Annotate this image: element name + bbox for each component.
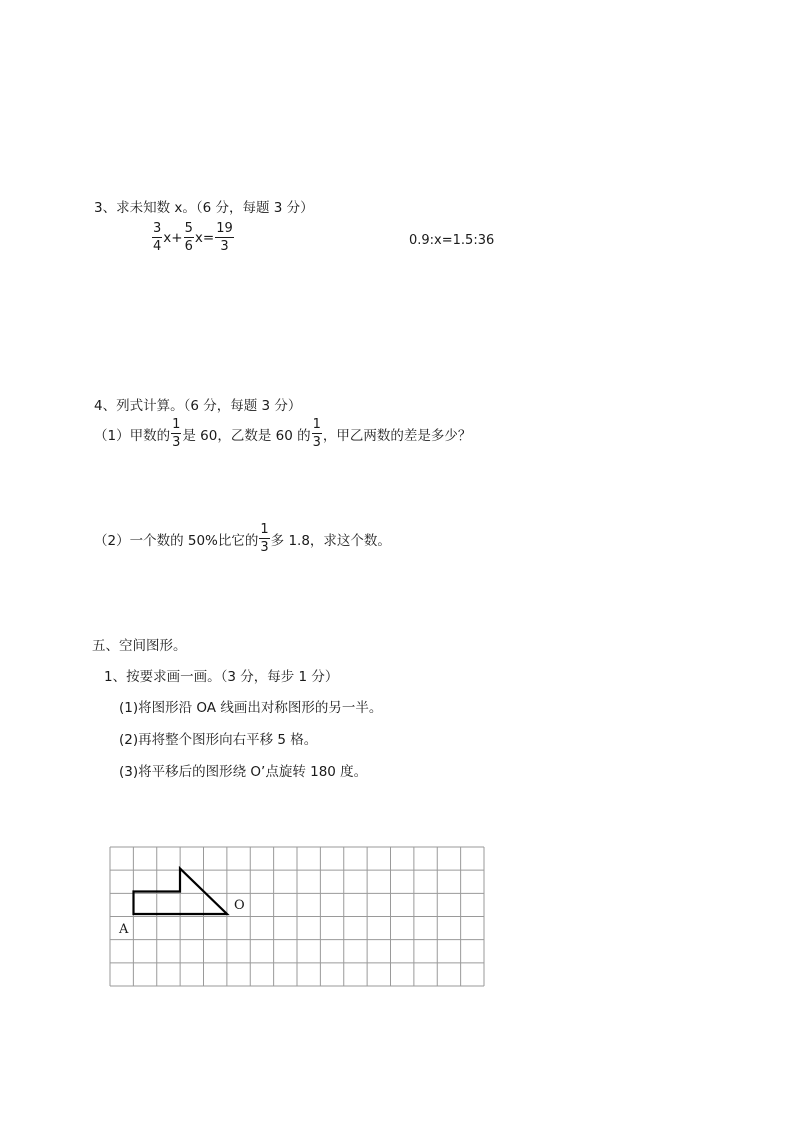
p2-text-a: （2）一个数的 50%比它的	[94, 532, 259, 549]
fraction-3-4	[152, 222, 162, 253]
numerator: 1	[260, 522, 269, 537]
grid-lines	[110, 847, 484, 986]
step-3: (3)将平移后的图形绕 O’点旋转 180 度。	[119, 764, 368, 780]
term-x-plus: x+	[163, 229, 183, 246]
denominator: 3	[172, 435, 181, 450]
p1-text-c: ，甲乙两数的差是多少？	[322, 427, 472, 444]
q4-problem-2	[94, 523, 391, 554]
q3-equation-1	[151, 222, 235, 253]
step-1: (1)将图形沿 OA 线画出对称图形的另一半。	[119, 700, 383, 716]
label-o: O	[234, 898, 245, 913]
p2-text-b: 多 1.8，求这个数。	[270, 532, 391, 549]
denominator: 3	[215, 237, 234, 253]
numerator: 19	[216, 221, 233, 236]
fraction-5-6	[184, 222, 194, 253]
denominator: 6	[184, 239, 193, 254]
numerator: 5	[184, 221, 193, 236]
section5-q1-heading: 1、按要求画一画。（3 分，每步 1 分）	[104, 669, 339, 685]
numerator: 1	[312, 417, 321, 432]
denominator: 4	[153, 239, 162, 254]
q4-heading: 4、列式计算。（6 分，每题 3 分）	[94, 398, 302, 414]
denominator: 3	[312, 435, 321, 450]
grid-figure	[109, 846, 485, 987]
q4-problem-1	[94, 418, 471, 449]
step-2: (2)再将整个图形向右平移 5 格。	[119, 732, 318, 748]
term-x-equals: x=	[194, 229, 215, 246]
section5-title: 五、空间图形。	[92, 638, 187, 654]
grid-svg	[109, 846, 485, 987]
numerator: 3	[153, 221, 162, 236]
denominator: 3	[260, 540, 269, 555]
p1-text-a: （1）甲数的	[94, 427, 171, 444]
q3-heading: 3、求未知数 x。（6 分，每题 3 分）	[94, 200, 314, 216]
fraction-1-3	[312, 418, 322, 449]
fraction-1-3	[259, 523, 269, 554]
q3-equation-2: 0.9:x=1.5:36	[409, 233, 495, 248]
fraction-1-3	[171, 418, 181, 449]
label-a: A	[119, 922, 129, 937]
fraction-19-3	[215, 222, 234, 253]
numerator: 1	[172, 417, 181, 432]
p1-text-b: 是 60，乙数是 60 的	[182, 427, 311, 444]
